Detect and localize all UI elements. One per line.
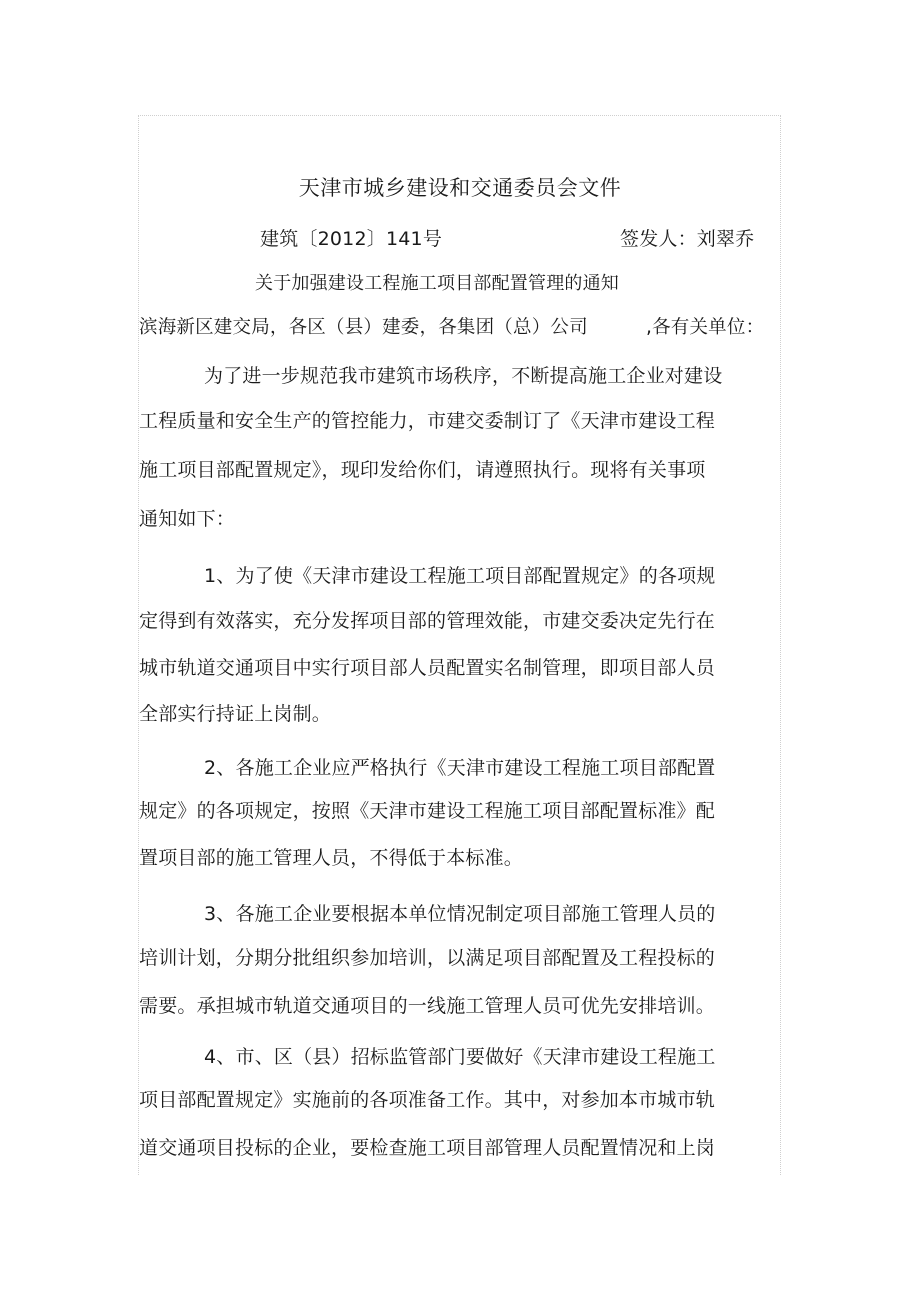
document-title: 天津市城乡建设和交通委员会文件 [298,176,622,200]
item-1-line: 全部实行持证上岗制。 [139,703,332,725]
item-3-line: 3、各施工企业要根据本单位情况制定项目部施工管理人员的 [204,903,716,925]
item-1-line: 1、为了使《天津市建设工程施工项目部配置规定》的各项规 [204,565,716,587]
addressee-recipients: 滨海新区建交局，各区（县）建委，各集团（总）公司 [139,317,588,338]
item-4-line: 4、市、区（县）招标监管部门要做好《天津市建设工程施工 [204,1046,716,1068]
item-1-line: 城市轨道交通项目中实行项目部人员配置实名制管理，即项目部人员 [139,657,716,679]
intro-line: 通知如下： [139,508,236,530]
item-2-line: 2、各施工企业应严格执行《天津市建设工程施工项目部配置 [204,757,716,779]
item-3-line: 培训计划，分期分批组织参加培训，以满足项目部配置及工程投标的 [139,947,716,969]
page-border-top [138,115,781,116]
item-3-line: 需要。承担城市轨道交通项目的一线施工管理人员可优先安排培训。 [139,995,716,1017]
intro-line: 施工项目部配置规定》，现印发给你们，请遵照执行。现将有关事项 [139,459,706,481]
document-number: 建筑〔2012〕141号 [260,228,443,250]
addressee-tail: ,各有关单位： [646,317,765,338]
item-2-line: 置项目部的施工管理人员，不得低于本标准。 [139,847,524,869]
item-4-line: 道交通项目投标的企业，要检查施工项目部管理人员配置情况和上岗 [139,1137,716,1159]
page-border-right [780,115,781,1175]
notice-subject: 关于加强建设工程施工项目部配置管理的通知 [255,273,619,294]
intro-line: 为了进一步规范我市建筑市场秩序，不断提高施工企业对建设 [204,365,723,387]
issuer: 签发人：刘翠乔 [620,228,755,250]
item-4-line: 项目部配置规定》实施前的各项准备工作。其中，对参加本市城市轨 [139,1089,716,1111]
item-2-line: 规定》的各项规定，按照《天津市建设工程施工项目部配置标准》配 [139,800,716,822]
intro-line: 工程质量和安全生产的管控能力，市建交委制订了《天津市建设工程 [139,410,716,432]
item-1-line: 定得到有效落实，充分发挥项目部的管理效能，市建交委决定先行在 [139,610,716,632]
